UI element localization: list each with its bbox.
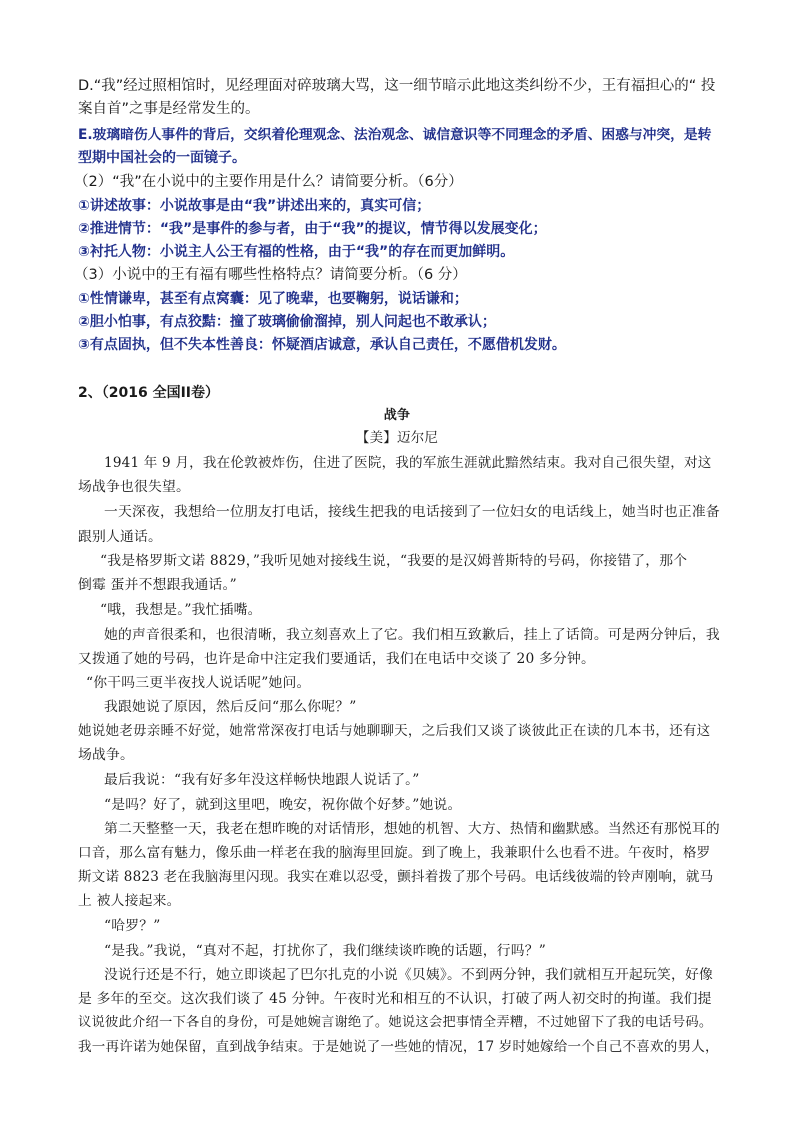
paragraph-11-line-1: 第二天整整一天，我老在想昨晚的对话情形，想她的机智、大方、热情和幽默感。当然还有那悦耳的 [104,821,720,837]
paragraph-6: “你干吗三更半夜找人说话呢”她问。 [86,675,311,691]
paragraph-8-line-2: 场战争。 [78,747,134,763]
paragraph-1-line-1: 1941 年 9 月，我在伦敦被炸伤，住进了医院，我的军旅生涯就此黯然结束。我对自己很失望，对这 [104,455,712,471]
option-d-line-2: 案自首”之事是经常发生的。 [78,101,260,117]
paragraph-3-line-2: 倒霉 蛋并不想跟我通话。” [78,577,237,593]
paragraph-12: “哈罗？” [104,918,161,934]
story-author: 【美】迈尔尼 [355,430,439,446]
answer-3-item-1: ①性情谦卑，甚至有点窝囊：见了晚辈，也要鞠躬，说话谦和； [78,291,468,307]
question-3: （3）小说中的王有福有哪些性格特点？请简要分析。（6 分） [74,267,467,283]
paragraph-3-line-1: “我是格罗斯文诺 8829，”我听见她对接线生说，“我要的是汉姆普斯特的号码，你接错了，那个 [100,553,688,569]
option-e-line-2: 型期中国社会的一面镜子。 [78,150,246,166]
answer-2-item-1: ①讲述故事：小说故事是由“我”讲述出来的，真实可信； [78,198,431,214]
paragraph-5-line-1: 她的声音很柔和，也很清晰，我立刻喜欢上了它。我们相互致歉后，挂上了话筒。可是两分钟后，我 [104,627,720,643]
paragraph-11-line-4: 上 被人接起来。 [78,893,181,909]
story-title: 战争 [383,408,411,423]
paragraph-8-line-1: 她说她老毋亲睡不好觉，她常常深夜打电话与她聊聊天，之后我们又谈了谈彼此正在读的几本书，还有这 [78,723,711,739]
paragraph-1-line-2: 场战争也很失望。 [78,479,190,495]
paragraph-14-line-1: 没说行还是不行，她立即谈起了巴尔扎克的小说《贝姨》。不到两分钟，我们就相互开起玩笑，好像 [104,967,713,983]
paragraph-2-line-1: 一天深夜，我想给一位朋友打电话，接线生把我的电话接到了一位妇女的电话线上，她当时也正准备 [104,504,720,520]
paragraph-4: “哦，我想是。”我忙插嘴。 [100,602,262,618]
paragraph-13: “是我。”我说，“真对不起，打扰你了，我们继续谈昨晚的话题，行吗？” [104,943,547,959]
question-2: （2）“我”在小说中的主要作用是什么？请简要分析。（6分） [74,174,463,190]
answer-3-item-2: ②胆小怕事，有点狡黠：撞了玻璃偷偷溜掉，别人问起也不敢承认； [78,314,496,330]
answer-2-item-2: ②推进情节：“我”是事件的参与者，由于“我”的提议，情节得以发展变化； [78,221,547,237]
paragraph-7: 我跟她说了原因，然后反问“那么你呢？” [104,699,357,715]
paragraph-2-line-2: 跟别人通话。 [78,529,162,545]
paragraph-10: “是吗？好了，就到这里吧，晚安，祝你做个好梦。”她说。 [104,797,462,813]
paragraph-11-line-3: 斯文诺 8823 老在我脑海里闪现。我实在难以忍受，颤抖着拨了那个号码。电话线彼端的铃声刚响，就马 [78,869,714,885]
paragraph-11-line-2: 口音，那么富有魅力，像乐曲一样老在我的脑海里回旋。到了晚上，我兼职什么也看不进。午夜时，格罗 [78,845,711,861]
answer-2-item-3: ③衬托人物：小说主人公王有福的性格，由于“我”的存在而更加鲜明。 [78,244,515,260]
option-d-line-1: D.“我”经过照相馆时，见经理面对碎玻璃大骂，这一细节暗示此地这类纠纷不少，王有福担心的“ 投 [78,78,716,94]
paragraph-14-line-4: 我一再许诺为她保留，直到战争结束。于是她说了一些她的情况，17 岁时她嫁给一个自己不喜欢的男人， [78,1039,719,1055]
paragraph-14-line-2: 是 多年的至交。这次我们谈了 45 分钟。午夜时光和相互的不认识，打破了两人初交时的拘谨。我们提 [78,991,712,1007]
option-e-line-1: E.玻璃暗伤人事件的背后，交织着伦理观念、法治观念、诚信意识等不同理念的矛盾、困惑与冲突，是转 [78,127,712,143]
paragraph-14-line-3: 议说彼此介绍一下各自的身份，可是她婉言谢绝了。她说这会把事情全弄糟，不过她留下了我的电话号码。 [78,1015,713,1030]
question-heading: 2、（2016 全国II卷） [78,385,219,401]
answer-3-item-3: ③有点固执，但不失本性善良：怀疑酒店诚意，承认自己责任，不愿借机发财。 [78,337,566,353]
paragraph-5-line-2: 又拨通了她的号码，也许是命中注定我们要通话，我们在电话中交谈了 20 多分钟。 [78,651,596,667]
paragraph-9: 最后我说：“我有好多年没这样畅快地跟人说话了。” [104,772,420,788]
